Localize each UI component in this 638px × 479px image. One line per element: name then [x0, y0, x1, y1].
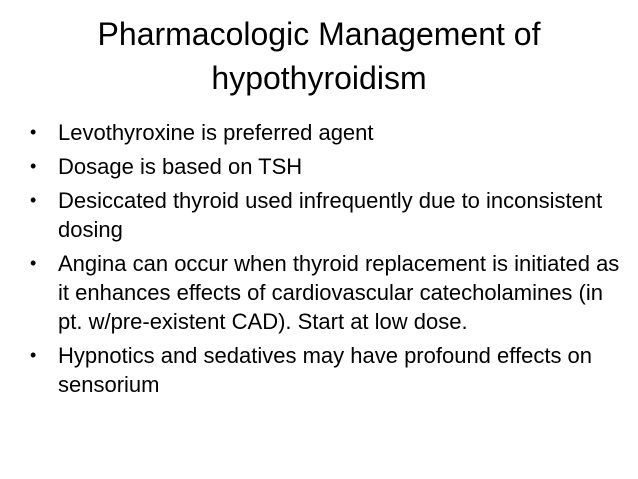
bullet-icon: •: [30, 345, 37, 365]
bullet-list: [28, 118, 628, 404]
bullet-item: [28, 186, 628, 244]
bullet-icon: •: [30, 156, 37, 176]
bullet-text: Dosage is based on TSH: [58, 154, 303, 179]
bullet-item: [28, 341, 628, 399]
bullet-icon: •: [30, 122, 37, 142]
bullet-item: [28, 118, 628, 147]
bullet-text: Hypnotics and sedatives may have profound effects on sensorium: [58, 343, 593, 397]
bullet-text: Angina can occur when thyroid replacement is initiated as it enhances effects of cardiovascular catecholamines (in pt. w/pre-existent CAD). Start at low dose.: [58, 251, 620, 334]
bullet-item: [28, 152, 628, 181]
bullet-text: Levothyroxine is preferred agent: [58, 120, 374, 145]
bullet-icon: •: [30, 253, 37, 273]
slide-title: Pharmacologic Management of hypothyroidism: [97, 16, 541, 96]
bullet-item: [28, 249, 628, 336]
bullet-icon: •: [30, 190, 37, 210]
bullet-text: Desiccated thyroid used infrequently due to inconsistent dosing: [58, 188, 603, 242]
